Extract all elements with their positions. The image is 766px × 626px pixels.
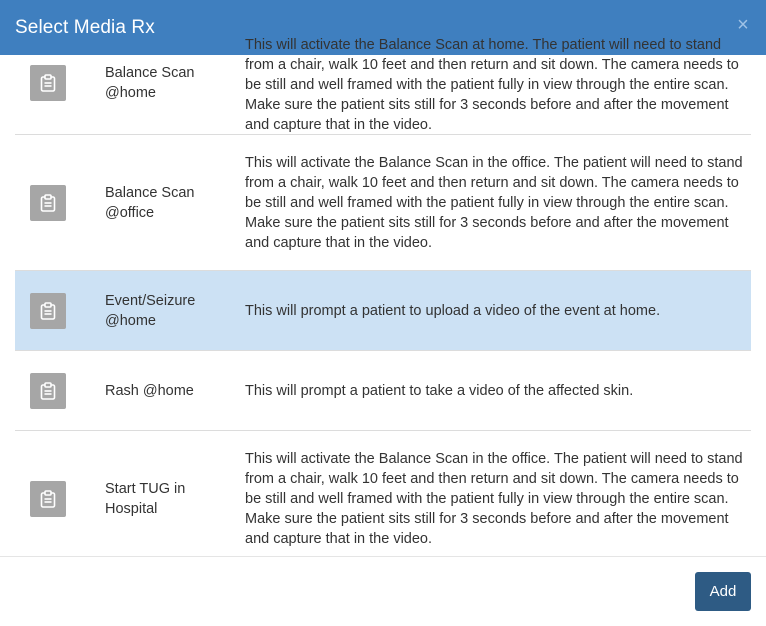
list-item[interactable] xyxy=(15,31,751,135)
modal-title: Select Media Rx xyxy=(15,16,155,38)
row-icon-cell xyxy=(30,185,66,221)
row-icon-cell xyxy=(30,65,66,101)
clipboard-icon[interactable] xyxy=(30,373,66,409)
clipboard-icon[interactable] xyxy=(30,293,66,329)
media-rx-name: Balance Scan @office xyxy=(105,184,195,221)
media-rx-name: Balance Scan @home xyxy=(105,64,195,101)
list-item[interactable] xyxy=(15,135,751,271)
modal-body[interactable] xyxy=(0,36,766,556)
media-rx-description: This will activate the Balance Scan in the office. The patient will need to stand from a chair, walk 10 feet and then return and sit down. The camera needs to be still and well framed with the patient fully in view through the entire scan. Make sure the patient sits still for 3 seconds before and after the movement and capture that in the video. xyxy=(245,154,743,251)
media-rx-description: This will activate the Balance Scan in the office. The patient will need to stand from a chair, walk 10 feet and then return and sit down. The camera needs to be still and well framed with the patient fully in view through the entire scan. Make sure the patient sits still for 3 seconds before and after the movement and capture that in the video. xyxy=(245,451,743,547)
media-rx-description: This will prompt a patient to take a video of the affected skin. xyxy=(245,382,634,399)
add-button[interactable]: Add xyxy=(695,572,751,611)
row-icon-cell xyxy=(30,293,66,329)
row-icon-cell xyxy=(30,373,66,409)
media-rx-name: Start TUG in Hospital xyxy=(105,481,186,517)
close-icon[interactable]: × xyxy=(737,14,749,36)
clipboard-icon[interactable] xyxy=(30,65,66,101)
media-rx-name: Rash @home xyxy=(105,382,194,399)
media-rx-description: This will prompt a patient to upload a video of the event at home. xyxy=(245,302,661,319)
list-item[interactable] xyxy=(15,271,751,351)
clipboard-icon[interactable] xyxy=(30,185,66,221)
list-item[interactable] xyxy=(15,351,751,431)
list-item[interactable] xyxy=(15,431,751,567)
footer-divider xyxy=(0,556,766,557)
media-rx-description: This will activate the Balance Scan at home. The patient will need to stand from a chair, walk 10 feet and then return and sit down. The camera needs to be still and well framed with the patient fully in view through the entire scan. Make sure the patient sits still for 3 seconds before and after the movement and capture that in the video. xyxy=(245,36,739,133)
media-rx-list xyxy=(15,31,751,567)
media-rx-name: Event/Seizure @home xyxy=(105,292,196,329)
row-icon-cell xyxy=(30,481,66,517)
clipboard-icon[interactable] xyxy=(30,481,66,517)
